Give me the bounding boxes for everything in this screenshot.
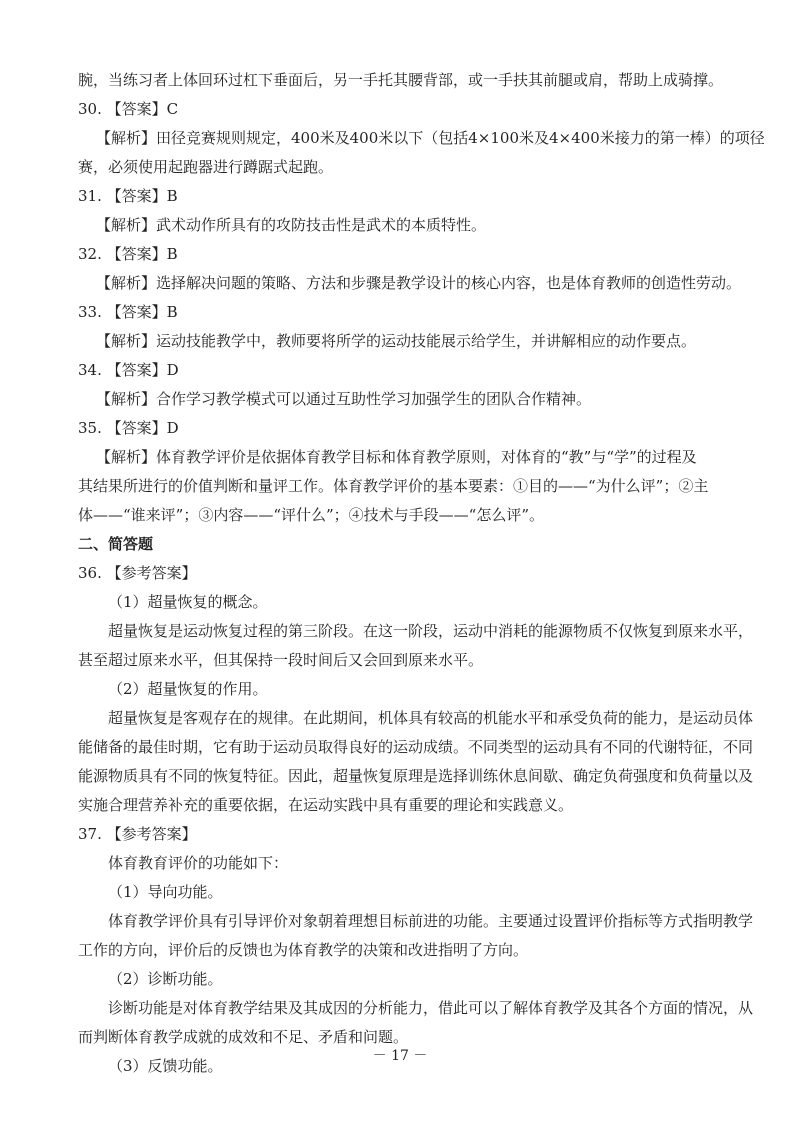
text-line: 【解析】运动技能教学中，教师要将所学的运动技能展示给学生，并讲解相应的动作要点。 (96, 332, 697, 350)
text-line: 31. 【答案】B (78, 187, 178, 205)
text-line: 超量恢复是运动恢复过程的第三阶段。在这一阶段，运动中消耗的能源物质不仅恢复到原来水平， (108, 622, 754, 640)
text-line: 36. 【参考答案】 (78, 564, 197, 582)
text-line: 37. 【参考答案】 (78, 825, 197, 843)
text-line: 腕，当练习者上体回环过杠下垂面后，另一手托其腰背部，或一手扶其前腿或肩，帮助上成骑撑。 (78, 71, 724, 89)
text-line: 诊断功能是对体育教学结果及其成因的分析能力，借此可以了解体育教学及其各个方面的情况，从 (108, 999, 754, 1017)
text-line: （2）诊断功能。 (108, 970, 223, 988)
text-line: 33. 【答案】B (78, 303, 178, 321)
section-heading: 二、简答题 (78, 535, 154, 553)
text-line: 超量恢复是客观存在的规律。在此期间，机体具有较高的机能水平和承受负荷的能力，是运动员体 (108, 709, 754, 727)
text-line: 34. 【答案】D (78, 361, 179, 379)
text-line: 体育教学评价具有引导评价对象朝着理想目标前进的功能。主要通过设置评价指标等方式指明教学 (108, 912, 754, 930)
text-line: （1）导向功能。 (108, 883, 223, 901)
text-line: 【解析】田径竞赛规则规定，400米及400米以下（包括4×100米及4×400米接力的第一棒）的项径 (96, 129, 765, 147)
text-line: 其结果所进行的价值判断和量评工作。体育教学评价的基本要素：①目的——“为什么评”；②主 (78, 477, 709, 495)
text-line: 能储备的最佳时期，它有助于运动员取得良好的运动成绩。不同类型的运动具有不同的代谢特征，不同 (78, 738, 754, 756)
text-line: 体育教育评价的功能如下： (108, 854, 289, 872)
text-line: 30. 【答案】C (78, 100, 179, 118)
text-line: 实施合理营养补充的重要依据，在运动实践中具有重要的理论和实践意义。 (78, 796, 574, 814)
text-line: 【解析】体育教学评价是依据体育教学目标和体育教学原则，对体育的“教”与“学”的过程及 (96, 448, 697, 466)
text-line: 35. 【答案】D (78, 419, 179, 437)
text-line: 【解析】选择解决问题的策略、方法和步骤是教学设计的核心内容，也是体育教师的创造性劳动。 (96, 274, 742, 292)
text-line: （1）超量恢复的概念。 (108, 593, 268, 611)
text-line: 能源物质具有不同的恢复特征。因此，超量恢复原理是选择训练休息间歇、确定负荷强度和负荷量以及 (78, 767, 754, 785)
text-line: （2）超量恢复的作用。 (108, 680, 268, 698)
text-line: 工作的方向，评价后的反馈也为体育教学的决策和改进指明了方向。 (78, 941, 529, 959)
text-line: 甚至超过原来水平，但其保持一段时间后又会回到原来水平。 (78, 651, 484, 669)
text-line: 赛，必须使用起跑器进行蹲踞式起跑。 (78, 158, 334, 176)
text-line: 体——“谁来评”；③内容——“评什么”；④技术与手段——“怎么评”。 (78, 506, 545, 524)
text-line: 而判断体育教学成就的成效和不足、矛盾和问题。 (78, 1028, 409, 1046)
text-line: 32. 【答案】B (78, 245, 178, 263)
text-line: 【解析】合作学习教学模式可以通过互助性学习加强学生的团队合作精神。 (96, 390, 592, 408)
text-line: 【解析】武术动作所具有的攻防技击性是武术的本质特性。 (96, 216, 487, 234)
page-number: － 17 － (372, 1048, 428, 1064)
answer-analysis-body (78, 66, 765, 1081)
text-line: （3）反馈功能。 (108, 1057, 223, 1075)
